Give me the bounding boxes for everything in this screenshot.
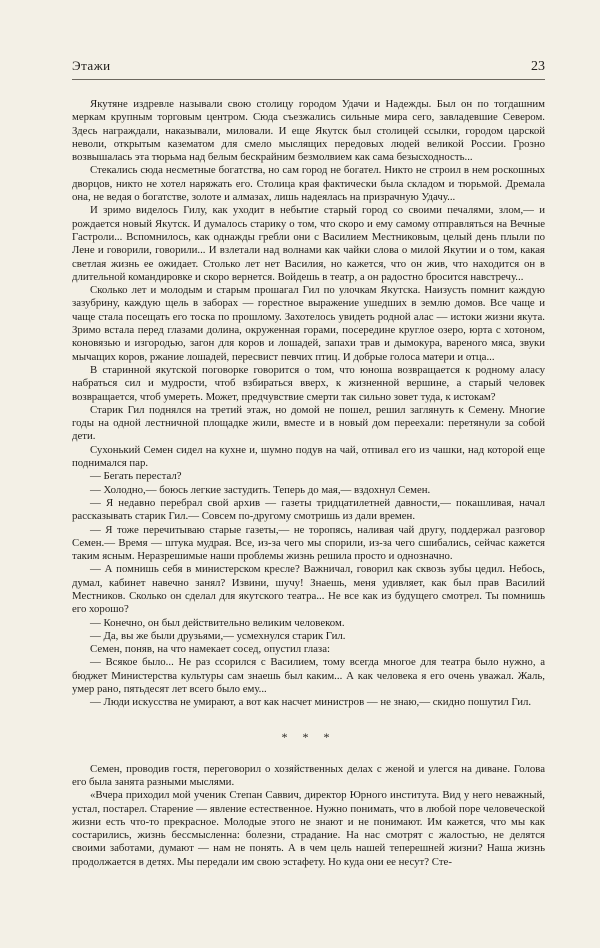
paragraph: — Бегать перестал?	[90, 470, 182, 483]
paragraph: Семен, поняв, на что намекает сосед, опустил глаза:	[90, 643, 330, 656]
paragraph: Сухонький Семен сидел на кухне и, шумно подув на чай, отпивал его из чашки, над которой еще поднимался пар.	[72, 443, 545, 470]
paragraph: — А помнишь себя в министерском кресле? Важничал, говорил как сквозь зубы цедил. Небось, думал, кабинет навечно занял? Извини, шучу! Знаешь, меня удивляет, как был прав Василий Местников. Сколько он сделал для якутского театра... Не все как из будущего смотрел. Ты помнишь его хорошо?	[72, 563, 545, 616]
chapter-text-continued	[72, 763, 545, 869]
section-separator: * * *	[281, 729, 336, 744]
chapter-text	[72, 98, 545, 710]
paragraph: Старик Гил поднялся на третий этаж, но домой не пошел, решил заглянуть к Семену. Многие годы на одной лестничной площадке жили, вместе и в новый дом переехали: перетянули за собой дети.	[72, 403, 545, 443]
paragraph: Якутяне издревле называли свою столицу городом Удачи и Надежды. Был он по тогдашним меркам крупным торговым центром. Сюда съезжались сильные мира сего, завладевшие Севером. Здесь награждали, наказывали, миловали. И еще Якутск был столицей ссылки, городом царской неволи, открытым казематом для смело мыслящих передовых людей великой России. Грозно возвышалась эта тюрьма над белым бескрайним безмолвием как сама безысходность...	[72, 98, 545, 164]
paragraph: — Холодно,— боюсь легкие застудить. Теперь до мая,— вздохнул Семен.	[90, 483, 431, 496]
paragraph: «Вчера приходил мой ученик Степан Саввич, директор Юрного института. Вид у него неважный, устал, постарел. Старение — явление естественное. Нужно понимать, что в любой поре человеческой жизни есть что-то прекрасное. Молодые этого не знают и не понимают. Им кажется, что мы как состарились, жизнь бессмысленна: болезни, страдание. На нас смотрят с жалостью, не делятся своими заботами, думают — нам не понять. А в чем цель нашей теперешней жизни? Наша жизнь продолжается в детях. Мы передали им свою эстафету. Но куда они ее несут? Сте-	[72, 789, 545, 868]
page-number: 23	[531, 59, 545, 74]
paragraph: — Я тоже перечитываю старые газеты,— не торопясь, наливая чай другу, поддержал разговор Семен.— Время — штука мудрая. Все, из-за чего мы спорили, из-за чего сшибались, сейчас кажется таким ясным. Неразрешимые наши проблемы жизнь решила просто и однозначно.	[72, 523, 545, 563]
page-header	[72, 58, 545, 80]
paragraph: — Конечно, он был действительно великим человеком.	[90, 616, 345, 629]
paragraph: Сколько лет и молодым и старым прошагал Гил по улочкам Якутска. Наизусть помнит каждую зазубрину, каждую щель в заборах — горестное выражение ушедших в землю домов. Все чаще и чаще стала посещать его тоска по прошлому. Захотелось увидеть родной алас — истоки жизни якута. Зримо встала перед глазами долина, окруженная горами, посередине круглое озеро, юрта с хотоном, коновязью и изгородью, загон для коров и лошадей, запахи трав и дымокура, вареного мяса, звуки мычащих коров, ржание лошадей, пересвист певчих птиц. И добрые голоса матери и отца...	[72, 284, 545, 363]
paragraph: Семен, проводив гостя, переговорил о хозяйственных делах с женой и улегся на диване. Голова его была занята разными мыслями.	[72, 762, 545, 788]
paragraph: В старинной якутской поговорке говорится о том, что юноша возвращается к родному аласу набраться сил и мудрости, чтоб взбираться вверх, к жизненной вершине, а старый человек возвращается, чтоб умереть. Может, предчувствие смерти так сильно зовет туда, к истокам?	[72, 363, 545, 403]
paragraph: — Да, вы же были друзьями,— усмехнулся старик Гил.	[90, 629, 346, 642]
paragraph: И зримо виделось Гилу, как уходит в небытие старый город со своими печалями, злом,— и рождается новый Якутск. И думалось старику о том, что скоро и ему самому отправляться на Вечные Гастроли... Вспомнилось, как однажды гребли они с Василием Местниковым, целый день плыли по Лене и говорили, говорили... И взлетали над волнами как чайки слова о милой Якутии и о том, какая светлая жизнь ее ожидает. Столько лет нет Василия, но кажется, что он жив, что находится он в длительной командировке и скоро вернется. Войдешь в театр, а он радостно бросится навстречу...	[72, 204, 545, 283]
paragraph: — Всякое было... Не раз ссорился с Василием, тому всегда многое для театра было нужно, а бюджет Министерства культуры сам знаешь был каким... А как человека я его очень уважал. Жаль, умер рано, пятьдесят лет всего было ему...	[72, 656, 545, 696]
paragraph: — Я недавно перебрал свой архив — газеты тридцатилетней давности,— покашливая, начал рассказывать старик Гил.— Совсем по-другому смотришь из дали времен.	[72, 496, 545, 523]
page-body	[72, 98, 545, 869]
running-title: Этажи	[72, 58, 111, 73]
paragraph: Стекались сюда несметные богатства, но сам город не богател. Никто не строил в нем роскошных дворцов, никто не хотел наряжать его. Столица края фактически была складом и тюрьмой. Дремала она, не ведая о богатстве, золоте и алмазах, лишь надеялась на призрачную Удачу...	[72, 164, 545, 204]
paragraph: — Люди искусства не умирают, а вот как насчет министров — не знаю,— скидно пошутил Гил.	[90, 696, 532, 709]
